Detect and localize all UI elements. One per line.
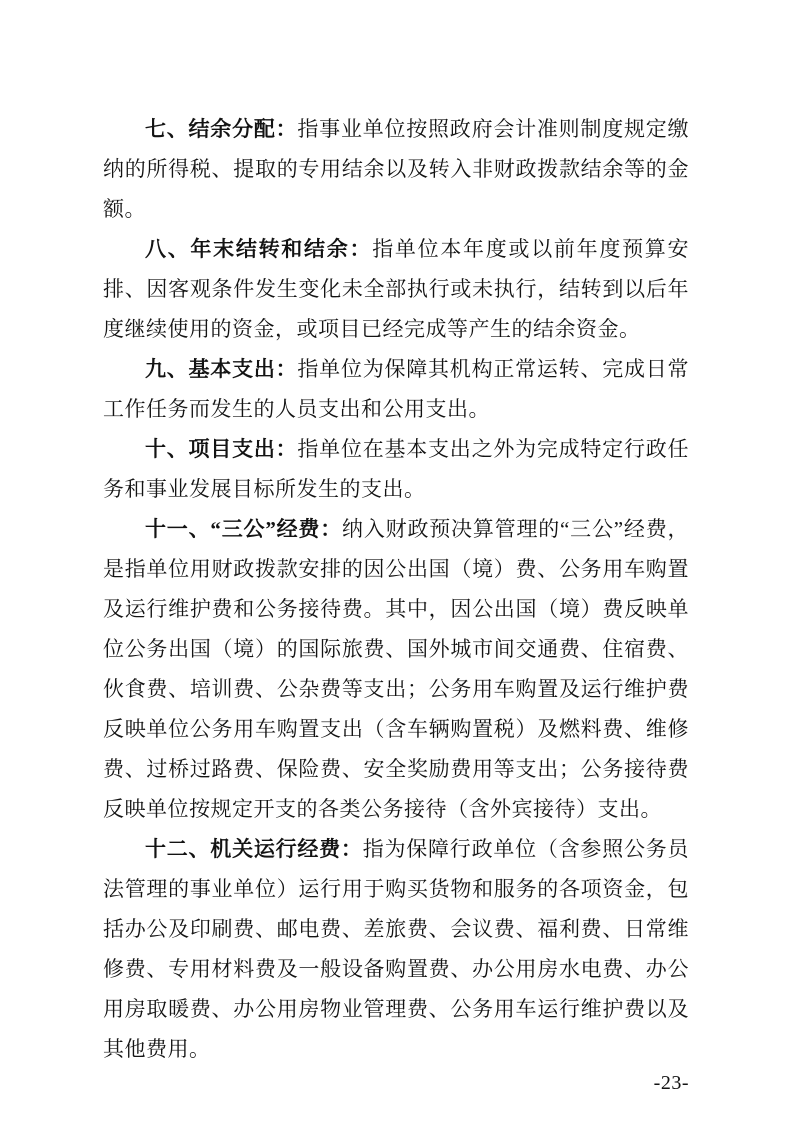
paragraph-item8 bbox=[103, 229, 689, 349]
document-body bbox=[103, 109, 689, 1095]
paragraph-body: 纳入财政预决算管理的“三公”经费，是指单位用财政拨款安排的因公出国（境）费、公务用车购置及运行维护费和公务接待费。其中，因公出国（境）费反映单位公务出国（境）的国际旅费、国外城市间交通费、住宿费、伙食费、培训费、公杂费等支出；公务用车购置及运行维护费反映单位公务用车购置支出（含车辆购置税）及燃料费、维修费、过桥过路费、保险费、安全奖励费用等支出；公务接待费反映单位按规定开支的各类公务接待（含外宾接待）支出。 bbox=[103, 517, 690, 821]
paragraph-heading: 九、基本支出： bbox=[145, 357, 298, 381]
paragraph-body: 指单位在基本支出之外为完成特定行政任务和事业发展目标所发生的支出。 bbox=[103, 437, 690, 501]
paragraph-body: 指事业单位按照政府会计准则制度规定缴纳的所得税、提取的专用结余以及转入非财政拨款结余等的金额。 bbox=[103, 117, 690, 221]
paragraph-item7 bbox=[103, 109, 689, 229]
paragraph-heading: 七、结余分配： bbox=[145, 117, 298, 141]
paragraph-body: 指为保障行政单位（含参照公务员法管理的事业单位）运行用于购买货物和服务的各项资金，包括办公及印刷费、邮电费、差旅费、会议费、福利费、日常维修费、专用材料费及一般设备购置费、办公用房水电费、办公用房取暖费、办公用房物业管理费、公务用车运行维护费以及其他费用。 bbox=[103, 837, 690, 1061]
paragraph-body: 指单位为保障其机构正常运转、完成日常工作任务而发生的人员支出和公用支出。 bbox=[103, 357, 690, 421]
paragraph-heading: 十一、“三公”经费： bbox=[145, 517, 343, 541]
paragraph-item10 bbox=[103, 429, 689, 509]
paragraph-item12 bbox=[103, 829, 689, 1069]
page-number: -23- bbox=[653, 1072, 689, 1094]
paragraph-heading: 十、项目支出： bbox=[145, 437, 298, 461]
paragraph-heading: 八、年末结转和结余： bbox=[145, 237, 373, 261]
paragraph-heading: 十二、机关运行经费： bbox=[145, 837, 363, 861]
paragraph-body: 指单位本年度或以前年度预算安排、因客观条件发生变化未全部执行或未执行，结转到以后年度继续使用的资金，或项目已经完成等产生的结余资金。 bbox=[103, 237, 690, 341]
paragraph-item9 bbox=[103, 349, 689, 429]
paragraph-item11 bbox=[103, 509, 689, 829]
